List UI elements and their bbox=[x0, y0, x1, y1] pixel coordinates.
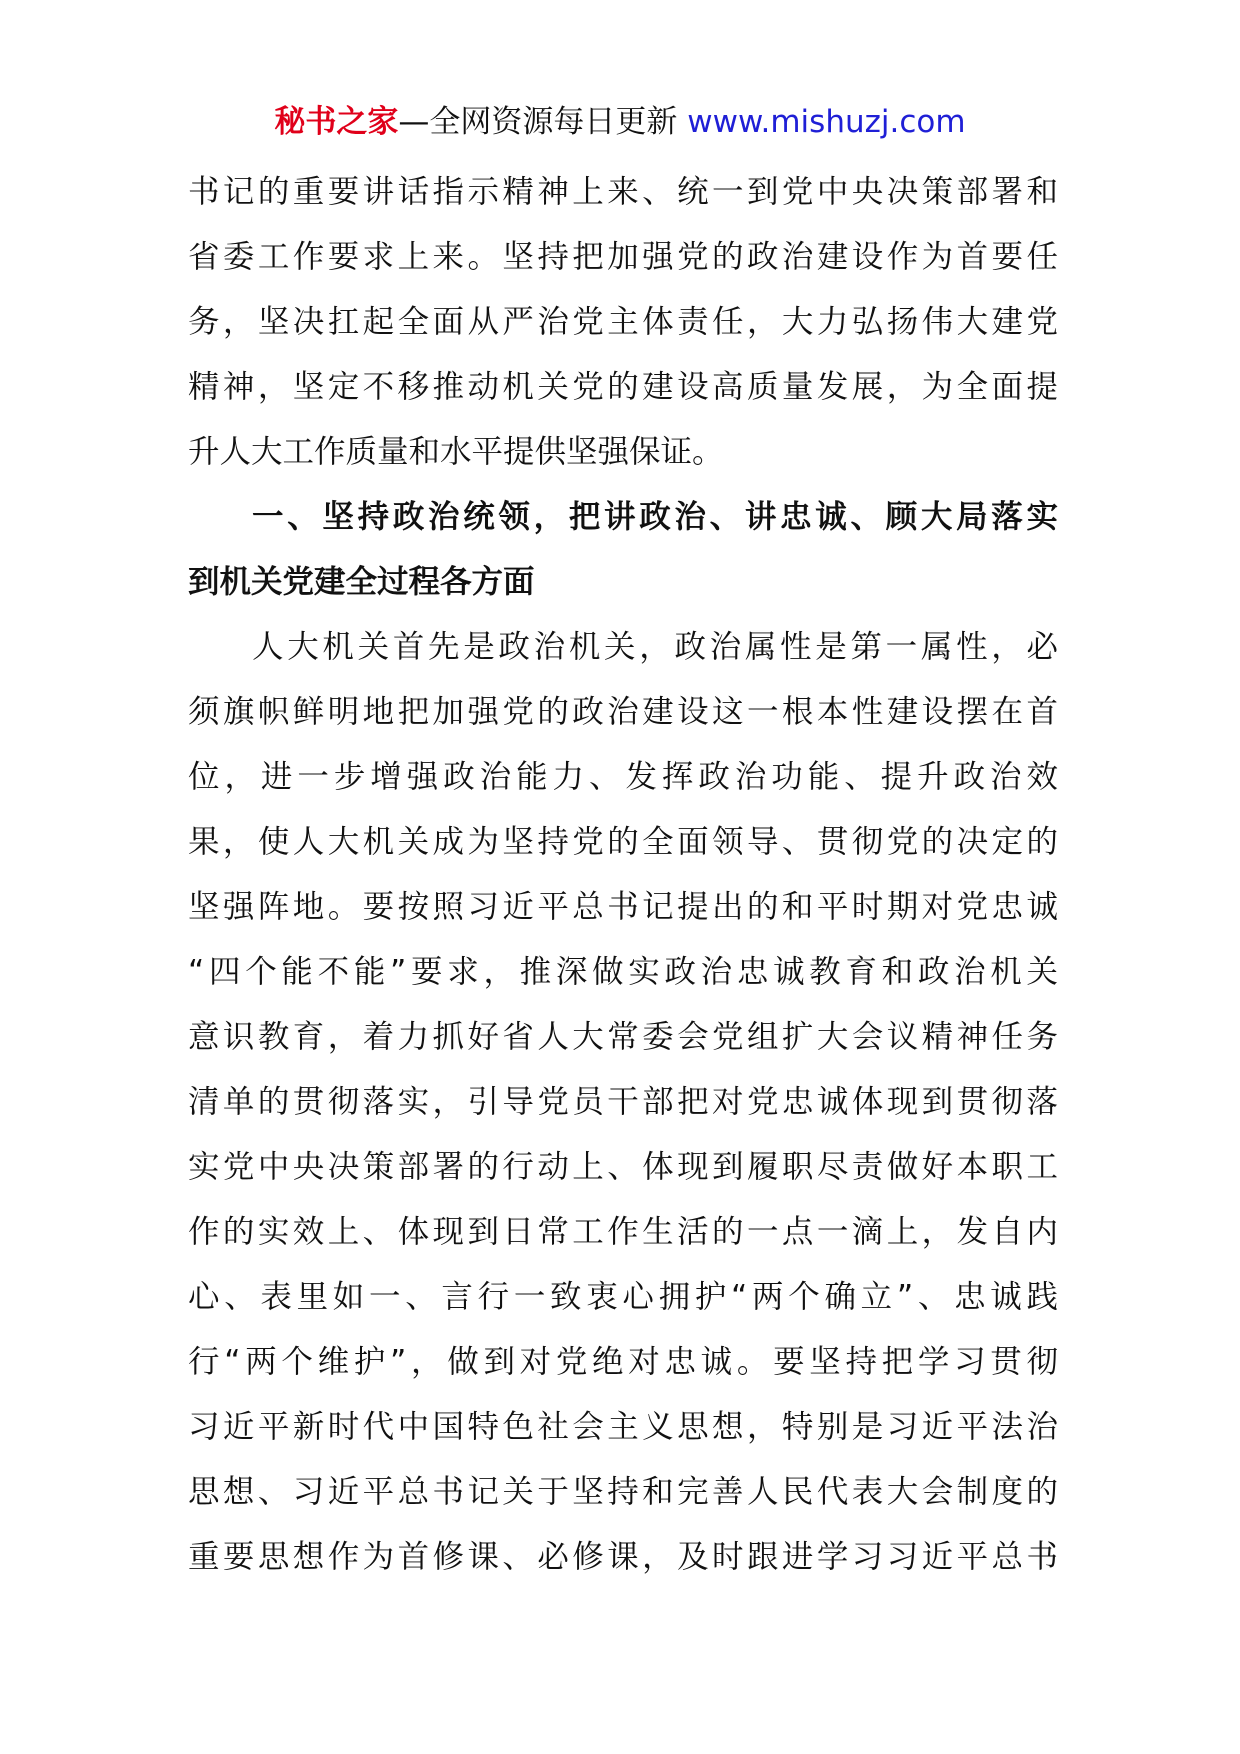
text-line: 务，坚决扛起全面从严治党主体责任，大力弘扬伟大建党 bbox=[188, 304, 1058, 340]
text-line: 果，使人大机关成为坚持党的全面领导、贯彻党的决定的 bbox=[188, 824, 1058, 860]
section-heading bbox=[188, 485, 1058, 615]
site-tagline: —全网资源每日更新 bbox=[398, 104, 688, 140]
text-line: 实党中央决策部署的行动上、体现到履职尽责做好本职工 bbox=[188, 1149, 1058, 1185]
text-line: 清单的贯彻落实，引导党员干部把对党忠诚体现到贯彻落 bbox=[188, 1084, 1058, 1120]
text-line: 人大机关首先是政治机关，政治属性是第一属性，必 bbox=[252, 629, 1058, 665]
text-line: “四个能不能”要求，推深做实政治忠诚教育和政治机关 bbox=[188, 954, 1058, 990]
watermark-header bbox=[0, 100, 1240, 144]
text-line: 作的实效上、体现到日常工作生活的一点一滴上，发自内 bbox=[188, 1214, 1058, 1250]
text-line: 须旗帜鲜明地把加强党的政治建设这一根本性建设摆在首 bbox=[188, 694, 1058, 730]
paragraph-continued bbox=[188, 160, 1058, 485]
text-line: 意识教育，着力抓好省人大常委会党组扩大会议精神任务 bbox=[188, 1019, 1058, 1055]
heading-line: 一、坚持政治统领，把讲政治、讲忠诚、顾大局落实 bbox=[252, 499, 1058, 535]
text-line: 省委工作要求上来。坚持把加强党的政治建设作为首要任 bbox=[188, 239, 1058, 275]
text-line: 思想、习近平总书记关于坚持和完善人民代表大会制度的 bbox=[188, 1474, 1058, 1510]
document-body bbox=[188, 160, 1058, 1590]
site-url: www.mishuzj.com bbox=[687, 104, 966, 140]
text-line: 书记的重要讲话指示精神上来、统一到党中央决策部署和 bbox=[188, 174, 1058, 210]
section-paragraph bbox=[188, 615, 1058, 1590]
text-line: 坚强阵地。要按照习近平总书记提出的和平时期对党忠诚 bbox=[188, 889, 1058, 925]
text-line: 心、表里如一、言行一致衷心拥护“两个确立”、忠诚践 bbox=[188, 1279, 1058, 1315]
text-line: 重要思想作为首修课、必修课，及时跟进学习习近平总书 bbox=[188, 1539, 1058, 1575]
text-line: 精神，坚定不移推动机关党的建设高质量发展，为全面提 bbox=[188, 369, 1058, 405]
text-line: 位，进一步增强政治能力、发挥政治功能、提升政治效 bbox=[188, 759, 1058, 795]
site-brand: 秘书之家 bbox=[274, 104, 399, 140]
text-line: 升人大工作质量和水平提供坚强保证。 bbox=[188, 434, 724, 470]
text-line: 习近平新时代中国特色社会主义思想，特别是习近平法治 bbox=[188, 1409, 1058, 1445]
text-line: 行“两个维护”，做到对党绝对忠诚。要坚持把学习贯彻 bbox=[188, 1344, 1058, 1380]
heading-line: 到机关党建全过程各方面 bbox=[188, 564, 535, 600]
